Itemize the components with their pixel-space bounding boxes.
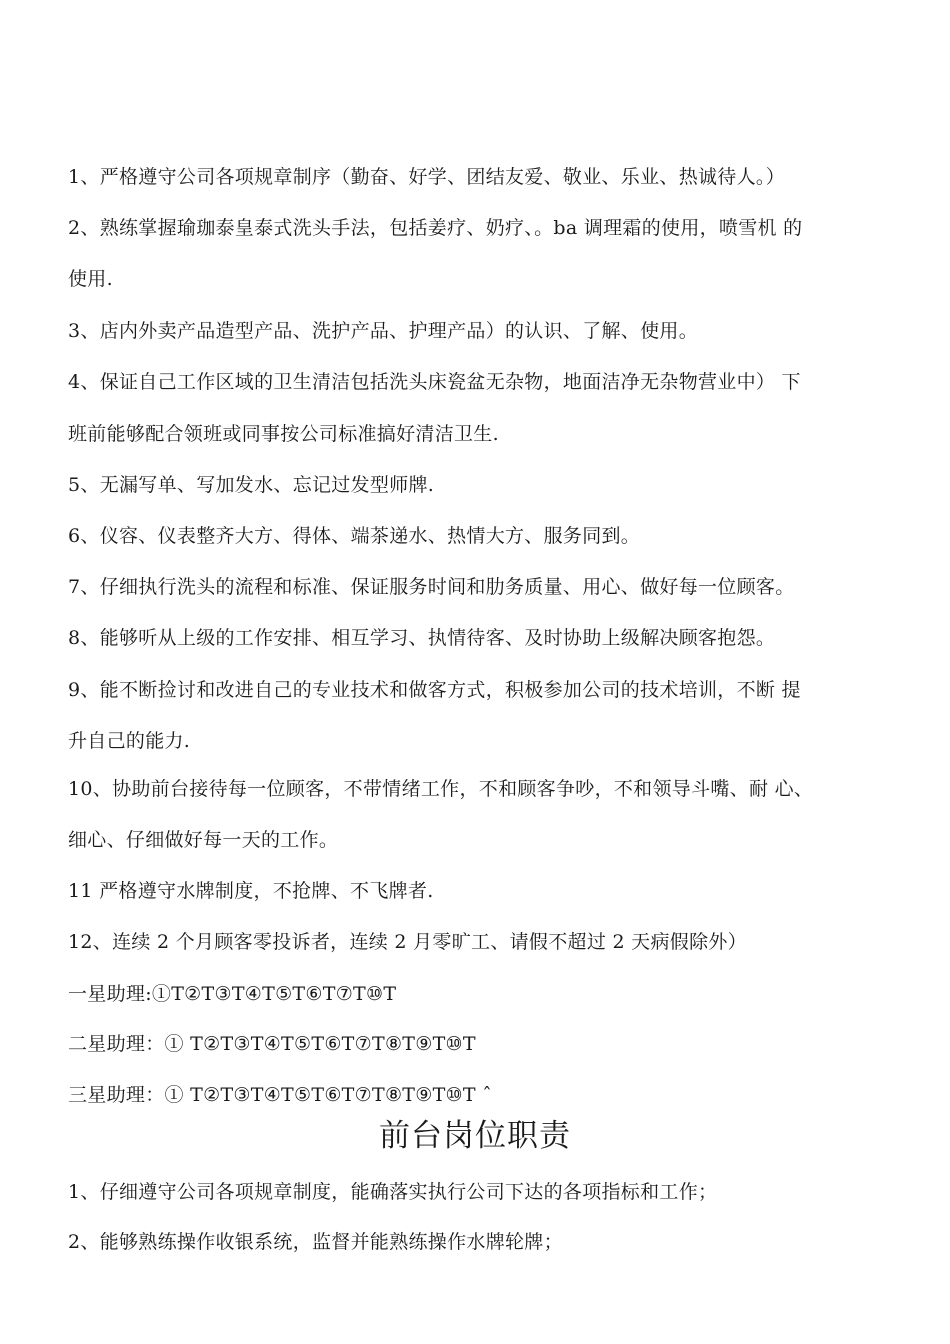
duty-item-2-cont: 使用. [68,268,113,290]
front-desk-item-2: 2、能够熟练操作收银系统，监督并能熟练操作水牌轮牌； [68,1231,563,1253]
star-level-1: 一星助理:①T②T③T④T⑤T⑥T⑦T⑩T [68,983,397,1005]
duty-item-7: 7、仔细执行洗头的流程和标准、保证服务时间和肋务质量、用心、做好每一位顾客。 [68,576,795,598]
duty-item-4: 4、保证自己工作区域的卫生清洁包括洗头床瓷盆无杂物，地面洁净无杂物营业中） 下 [68,371,801,393]
duty-item-5: 5、无漏写单、写加发水、忘记过发型师牌. [68,474,435,496]
duty-item-9-cont: 升自己的能力. [68,730,191,752]
duty-item-4-cont: 班前能够配合领班或同事按公司标准搞好清洁卫生. [68,423,499,445]
duty-item-9: 9、能不断捡讨和改进自己的专业技术和做客方式，积极参加公司的技术培训，不断 提 [68,679,801,701]
duty-item-1: 1、严格遵守公司各项规章制序（勤奋、好学、团结友爱、敬业、乐业、热诚待人。） [68,166,785,188]
duty-item-10: 10、协助前台接待每一位顾客，不带情绪工作，不和顾客争吵，不和领导斗嘴、耐 心、 [68,778,814,800]
duty-item-3: 3、店内外卖产品造型产品、洗护产品、护理产品）的认识、了解、使用。 [68,320,698,342]
duty-item-10-cont: 细心、仔细做好每一天的工作。 [68,829,339,851]
duty-item-6: 6、仪容、仪表整齐大方、得体、端茶递水、热情大方、服务同到。 [68,525,641,547]
duty-item-12: 12、连续 2 个月顾客零投诉者，连续 2 月零旷工、请假不超过 2 天病假除外） [68,931,747,953]
duty-item-8: 8、能够听从上级的工作安排、相互学习、执情待客、及时协助上级解决顾客抱怨。 [68,627,776,649]
duty-item-11: 11 严格遵守水牌制度，不抢牌、不飞牌者. [68,880,434,902]
section-title-front-desk: 前台岗位职责 [379,1118,571,1154]
duty-item-2: 2、熟练掌握瑜珈泰皇泰式洗头手法，包括姜疗、奶疗、。ba 调理霜的使用，喷雪机 的 [68,217,803,239]
front-desk-item-1: 1、仔细遵守公司各项规章制度，能确落实执行公司下达的各项指标和工作； [68,1181,718,1203]
star-level-3: 三星助理：① T②T③T④T⑤T⑥T⑦T⑧T⑨T⑩T ˆ [68,1084,493,1106]
star-level-2: 二星助理：① T②T③T④T⑤T⑥T⑦T⑧T⑨T⑩T [68,1033,476,1055]
